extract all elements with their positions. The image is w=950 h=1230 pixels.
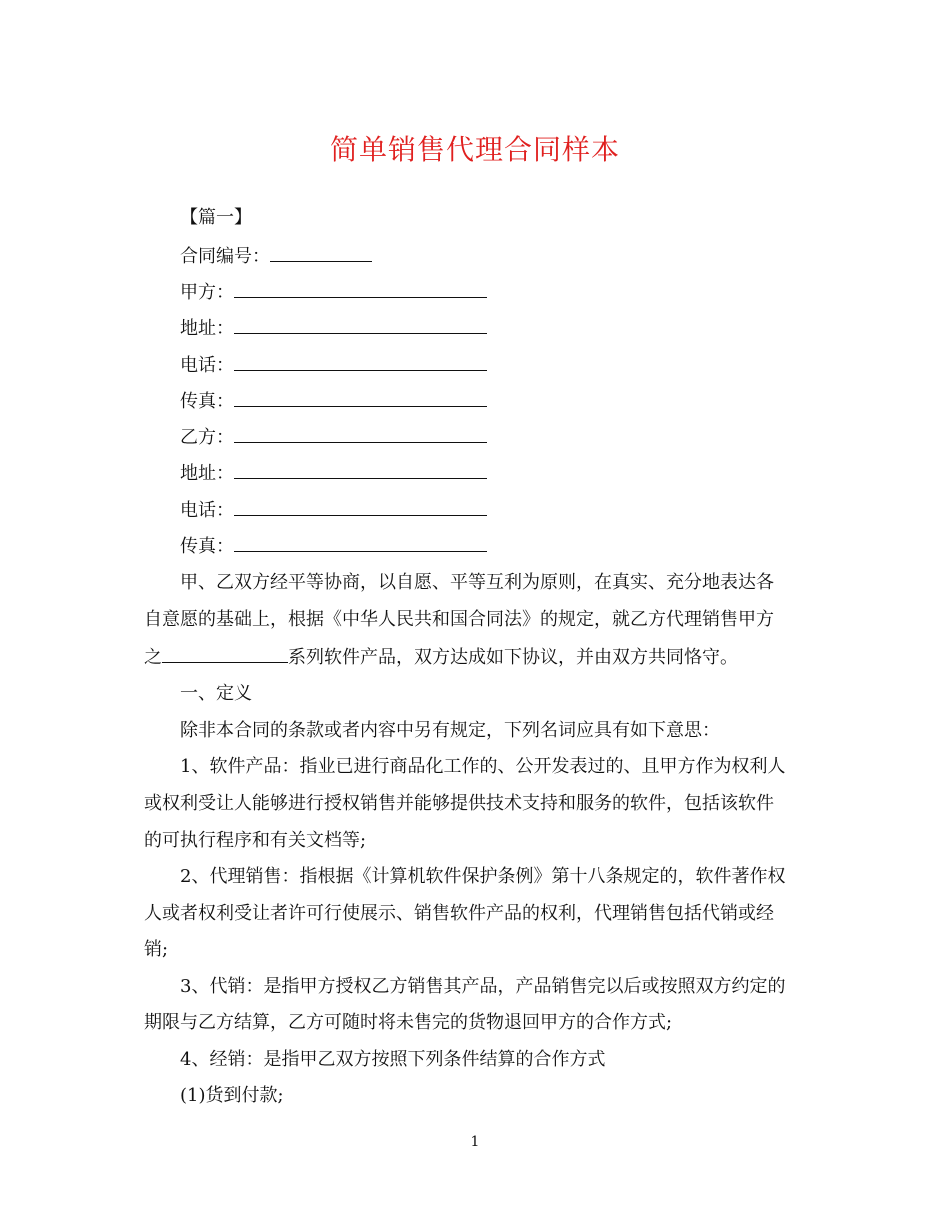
field-party-b-fax [180,535,487,559]
paragraph-line: 或权利受让人能够进行授权销售并能够提供技术支持和服务的软件，包括该软件 [144,793,774,814]
fill-blank [234,426,487,443]
field-contract-no [180,245,372,269]
page-number: 1 [470,1134,480,1150]
document-title: 简单销售代理合同样本 [329,133,620,166]
paragraph-line: (1)货到付款; [180,1085,284,1106]
paragraph-line [144,646,738,670]
field-party-b [180,426,487,450]
fill-blank [270,245,372,262]
field-label: 地址： [180,318,234,339]
paragraph-text: 系列软件产品，双方达成如下协议，并由双方共同恪守。 [288,647,738,668]
fill-blank [234,535,487,552]
field-label: 传真： [180,391,234,412]
paragraph-line: 自意愿的基础上，根据《中华人民共和国合同法》的规定，就乙方代理销售甲方 [144,609,774,630]
paragraph-line: 期限与乙方结算，乙方可随时将未售完的货物退回甲方的合作方式; [144,1012,673,1033]
field-label: 甲方： [180,282,234,303]
paragraph-line: 3、代销：是指甲方授权乙方销售其产品，产品销售完以后或按照双方约定的 [180,976,786,997]
field-label: 合同编号： [180,246,270,267]
field-party-a-fax [180,390,487,414]
field-label: 电话： [180,500,234,521]
field-party-a [180,281,487,305]
paragraph-line: 销; [144,939,169,960]
field-party-b-address [180,462,487,486]
field-label: 乙方： [180,427,234,448]
fill-blank [162,646,288,663]
field-party-a-address [180,317,487,341]
field-label: 电话： [180,355,234,376]
fill-blank [234,499,487,516]
field-party-a-phone [180,354,487,378]
fill-blank [234,317,487,334]
paragraph-line: 的可执行程序和有关文档等; [144,830,367,851]
paragraph-line: 甲、乙双方经平等协商，以自愿、平等互利为原则，在真实、充分地表达各 [180,572,774,593]
paragraph-line: 4、经销：是指甲乙双方按照下列条件结算的合作方式 [180,1049,606,1070]
paragraph-line: 1、软件产品：指业已进行商品化工作的、公开发表过的、且甲方作为权利人 [180,756,786,777]
field-party-b-phone [180,499,487,523]
field-label: 地址： [180,463,234,484]
fill-blank [234,390,487,407]
paragraph-line: 除非本合同的条款或者内容中另有规定，下列名词应具有如下意思： [180,720,720,741]
fill-blank [234,354,487,371]
section-heading: 一、定义 [180,683,252,704]
paragraph-line: 2、代理销售：指根据《计算机软件保护条例》第十八条规定的，软件著作权 [180,866,786,887]
paragraph-line: 人或者权利受让者许可行使展示、销售软件产品的权利，代理销售包括代销或经 [144,903,774,924]
field-label: 传真： [180,536,234,557]
fill-blank [234,462,487,479]
fill-blank [234,281,487,298]
paragraph-text: 之 [144,647,162,668]
section-label: 【篇一】 [180,207,252,228]
